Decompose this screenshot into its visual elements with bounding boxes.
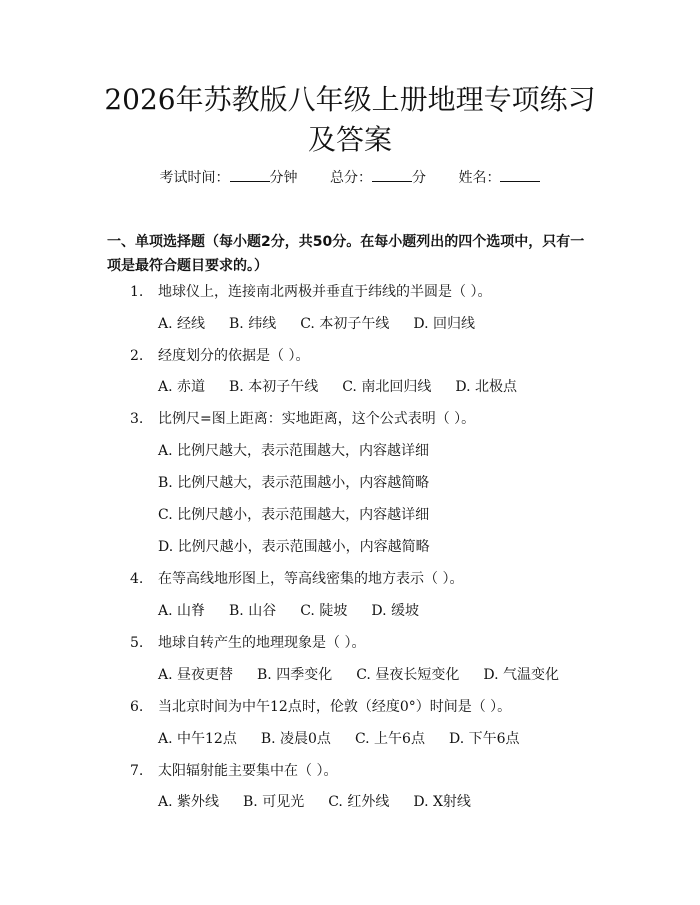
option-b: B. 山谷 bbox=[229, 603, 277, 619]
question-5 bbox=[130, 633, 365, 653]
question-text: 当北京时间为中午12点时，伦敦（经度0°）时间是（ ）。 bbox=[158, 699, 512, 715]
question-3 bbox=[130, 409, 475, 429]
section-heading: 一、单项选择题（每小题2分，共50分。在每小题列出的四个选项中，只有一项是最符合题目要求的。） bbox=[107, 234, 585, 274]
question-7 bbox=[130, 761, 337, 781]
option-a: A. 中午12点 bbox=[158, 731, 237, 747]
option-d: D. X射线 bbox=[413, 794, 471, 810]
option-d: D. 回归线 bbox=[413, 316, 475, 332]
time-unit: 分钟 bbox=[269, 170, 298, 186]
option-b: B. 四季变化 bbox=[257, 667, 333, 683]
question-4 bbox=[130, 569, 463, 589]
question-1 bbox=[130, 282, 491, 302]
option-d: D. 气温变化 bbox=[483, 667, 559, 683]
question-number: 4. bbox=[130, 571, 144, 587]
question-number: 1. bbox=[130, 284, 144, 300]
option-a: A. 比例尺越大，表示范围越大，内容越详细 bbox=[158, 443, 430, 459]
question-1-options bbox=[158, 314, 499, 334]
option-d: D. 下午6点 bbox=[448, 731, 520, 747]
option-b: B. 可见光 bbox=[243, 794, 305, 810]
document-title: 2026年苏教版八年级上册地理专项练习及答案 bbox=[104, 83, 596, 156]
time-label: 考试时间： bbox=[159, 170, 230, 186]
option-c: C. 上午6点 bbox=[354, 731, 425, 747]
score-label: 总分： bbox=[330, 170, 372, 186]
question-text: 经度划分的依据是（ ）。 bbox=[158, 348, 310, 364]
option-d: D. 比例尺越小，表示范围越小，内容越简略 bbox=[158, 539, 430, 555]
question-number: 3. bbox=[130, 411, 144, 427]
question-text: 地球自转产生的地理现象是（ ）。 bbox=[158, 635, 366, 651]
question-7-options bbox=[158, 792, 495, 812]
option-b: B. 比例尺越大，表示范围越小，内容越简略 bbox=[158, 475, 430, 491]
exam-time bbox=[160, 170, 298, 186]
question-number: 7. bbox=[130, 763, 144, 779]
option-c: C. 昼夜长短变化 bbox=[356, 667, 460, 683]
question-number: 2. bbox=[130, 348, 144, 364]
score-unit: 分 bbox=[412, 170, 426, 186]
question-text: 在等高线地形图上，等高线密集的地方表示（ ）。 bbox=[158, 571, 464, 587]
name-label: 姓名： bbox=[458, 170, 501, 186]
option-a: A. 经线 bbox=[158, 316, 206, 332]
question-2 bbox=[130, 346, 309, 366]
option-a: A. 赤道 bbox=[158, 379, 206, 395]
option-c: C. 南北回归线 bbox=[342, 379, 432, 395]
question-text: 比例尺=图上距离：实地距离，这个公式表明（ ）。 bbox=[158, 411, 476, 427]
option-c: C. 比例尺越小，表示范围越大，内容越详细 bbox=[158, 507, 430, 523]
option-a: A. 山脊 bbox=[158, 603, 206, 619]
question-number: 5. bbox=[130, 635, 144, 651]
question-4-options bbox=[158, 601, 443, 621]
question-text: 地球仪上，连接南北两极并垂直于纬线的半圆是（ ）。 bbox=[158, 284, 492, 300]
question-number: 6. bbox=[130, 699, 144, 715]
exam-score bbox=[330, 170, 426, 186]
question-text: 太阳辐射能主要集中在（ ）。 bbox=[158, 763, 338, 779]
exam-name bbox=[458, 170, 540, 186]
exam-info bbox=[0, 168, 700, 188]
option-c: C. 本初子午线 bbox=[300, 316, 390, 332]
option-b: B. 本初子午线 bbox=[229, 379, 319, 395]
option-b: B. 凌晨0点 bbox=[260, 731, 331, 747]
option-d: D. 北极点 bbox=[455, 379, 517, 395]
option-c: C. 陡坡 bbox=[300, 603, 348, 619]
option-c: C. 红外线 bbox=[328, 794, 390, 810]
score-blank bbox=[372, 168, 412, 182]
option-a: A. 昼夜更替 bbox=[158, 667, 234, 683]
question-5-options bbox=[158, 665, 583, 685]
option-d: D. 缓坡 bbox=[371, 603, 419, 619]
question-6 bbox=[130, 697, 511, 717]
time-blank bbox=[230, 168, 270, 182]
question-2-options bbox=[158, 377, 541, 397]
option-b: B. 纬线 bbox=[229, 316, 277, 332]
option-a: A. 紫外线 bbox=[158, 794, 220, 810]
name-blank bbox=[500, 168, 540, 182]
question-6-options bbox=[158, 729, 544, 749]
